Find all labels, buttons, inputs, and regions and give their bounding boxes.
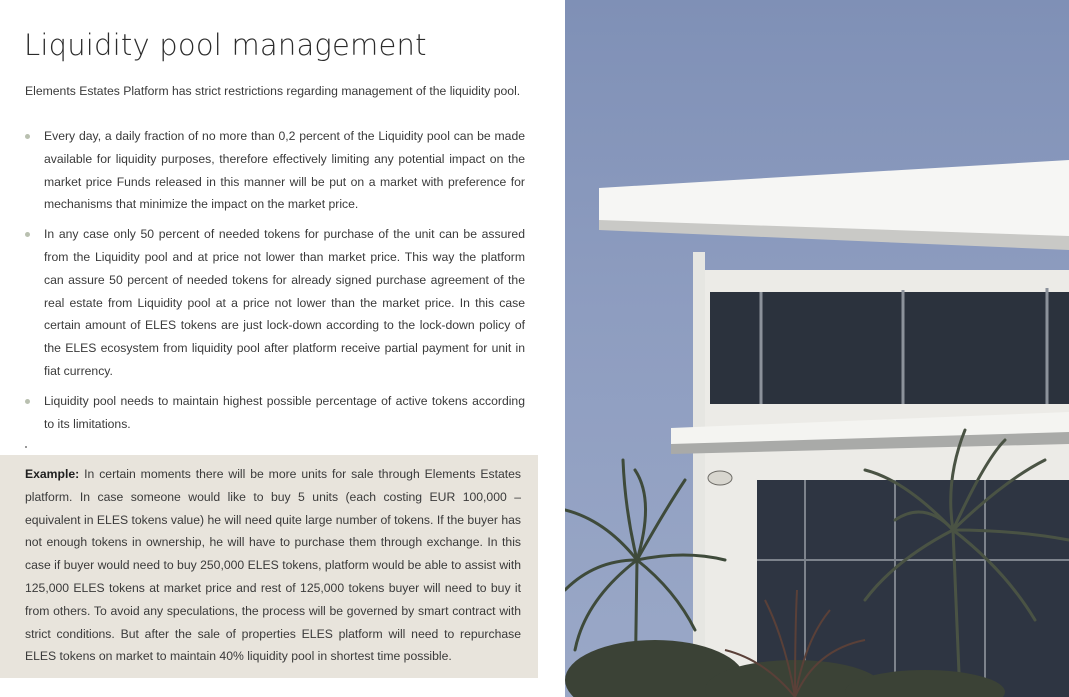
bullet-icon (25, 134, 30, 139)
bullet-text: Liquidity pool needs to maintain highest possible percentage of active tokens according to its limitations. (44, 393, 525, 431)
bullet-text: In any case only 50 percent of needed tokens for purchase of the unit can be assured from the Liquidity pool and at price not lower than market price. This way the platform can assure 50 percent of needed tokens for already signed purchase agreement of the real estate from Liquidity pool at a price not lower than the market price. In this case certain amount of ELES tokens are just lock-down according to the lock-down policy of the ELES ecosystem from liquidity pool after platform receive partial payment for unit in fiat currency. (44, 227, 525, 378)
example-box (0, 455, 538, 678)
list-item (25, 390, 525, 436)
list-item (25, 125, 525, 216)
bullet-text: Every day, a daily fraction of no more than 0,2 percent of the Liquidity pool can be made available for liquidity purposes, therefore effectively limiting any potential impact on the market price Funds released in this manner will be put on a market with preference for mechanisms that minimize the impact on the market price. (44, 129, 525, 212)
stray-mark (25, 446, 27, 448)
example-paragraph (25, 463, 521, 668)
intro-paragraph: Elements Estates Platform has strict restrictions regarding management of the liquidity pool. (25, 84, 521, 98)
bullet-icon (25, 399, 30, 404)
bullet-icon (25, 232, 30, 237)
list-item (25, 223, 525, 383)
example-text: In certain moments there will be more units for sale through Elements Estates platform. In case someone would like to buy 5 units (each costing EUR 100,000 – equivalent in ELES tokens value) he will need quite large number of tokens. If the buyer has not enough tokens in ownership, he will have to purchase them through exchange. In this case if buyer would need to buy 250,000 ELES tokens, platform would be able to assist with 125,000 ELES tokens at market price and rest of 125,000 tokens buyer will need to buy it from others. To avoid any speculations, the process will be governed by smart contract with strict conditions. But after the sale of properties ELES platform will need to repurchase ELES tokens on market to maintain 40% liquidity pool in shortest time possible. (25, 467, 522, 664)
example-label: Example: (25, 467, 80, 481)
building-sign (708, 471, 732, 485)
building-photo (565, 0, 1069, 697)
building-illustration (565, 0, 1069, 697)
page-title: Liquidity pool management (24, 28, 427, 62)
upper-windows (710, 292, 1069, 404)
bullet-list (25, 125, 525, 442)
